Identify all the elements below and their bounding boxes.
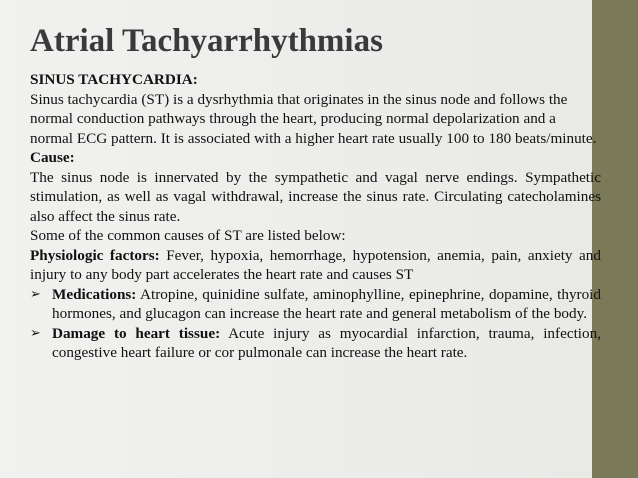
slide-title: Atrial Tachyarrhythmias bbox=[30, 23, 383, 59]
physiologic-factors-text: Fever, hypoxia, hemorrhage, hypotension, anemia, pain, anxiety and injury to any body part accelerates the heart rate and causes ST bbox=[30, 246, 601, 283]
sinus-tachycardia-paragraph: Sinus tachycardia (ST) is a dysrhythmia that originates in the sinus node and follows the normal conduction pathways through the heart, producing normal depolarization and a normal ECG pattern. It is associated with a higher heart rate usually 100 to 180 beats/minute. bbox=[30, 90, 597, 147]
bullet-damage-to-heart-tissue bbox=[30, 324, 601, 363]
sinus-tachycardia-heading: SINUS TACHYCARDIA: bbox=[30, 71, 198, 88]
bullet-text: Atropine, quinidine sulfate, aminophylline, epinephrine, dopamine, thyroid hormones, and glucagon can increase the heart rate and general metabolism of the body. bbox=[52, 285, 601, 322]
bullet-medications bbox=[30, 285, 601, 324]
arrow-bullet-icon: ➢ bbox=[30, 325, 41, 341]
arrow-bullet-icon: ➢ bbox=[30, 286, 41, 302]
physiologic-factors-label: Physiologic factors: bbox=[30, 246, 160, 264]
cause-bullet-list bbox=[30, 285, 601, 363]
cause-heading: Cause: bbox=[30, 149, 75, 166]
common-causes-intro: Some of the common causes of ST are listed below: bbox=[30, 227, 346, 244]
bullet-label: Medications: bbox=[52, 285, 137, 303]
cause-paragraph: The sinus node is innervated by the sympathetic and vagal nerve endings. Sympathetic stimulation, as well as vagal withdrawal, increase the sinus rate. Circulating catecholamines also affect the sinus rate. bbox=[30, 168, 601, 225]
bullet-text: Acute injury as myocardial infarction, trauma, infection, congestive heart failure or cor pulmonale can increase the heart rate. bbox=[52, 324, 601, 361]
physiologic-factors-paragraph bbox=[30, 246, 601, 285]
bullet-label: Damage to heart tissue: bbox=[52, 324, 221, 342]
slide-content bbox=[30, 70, 601, 363]
